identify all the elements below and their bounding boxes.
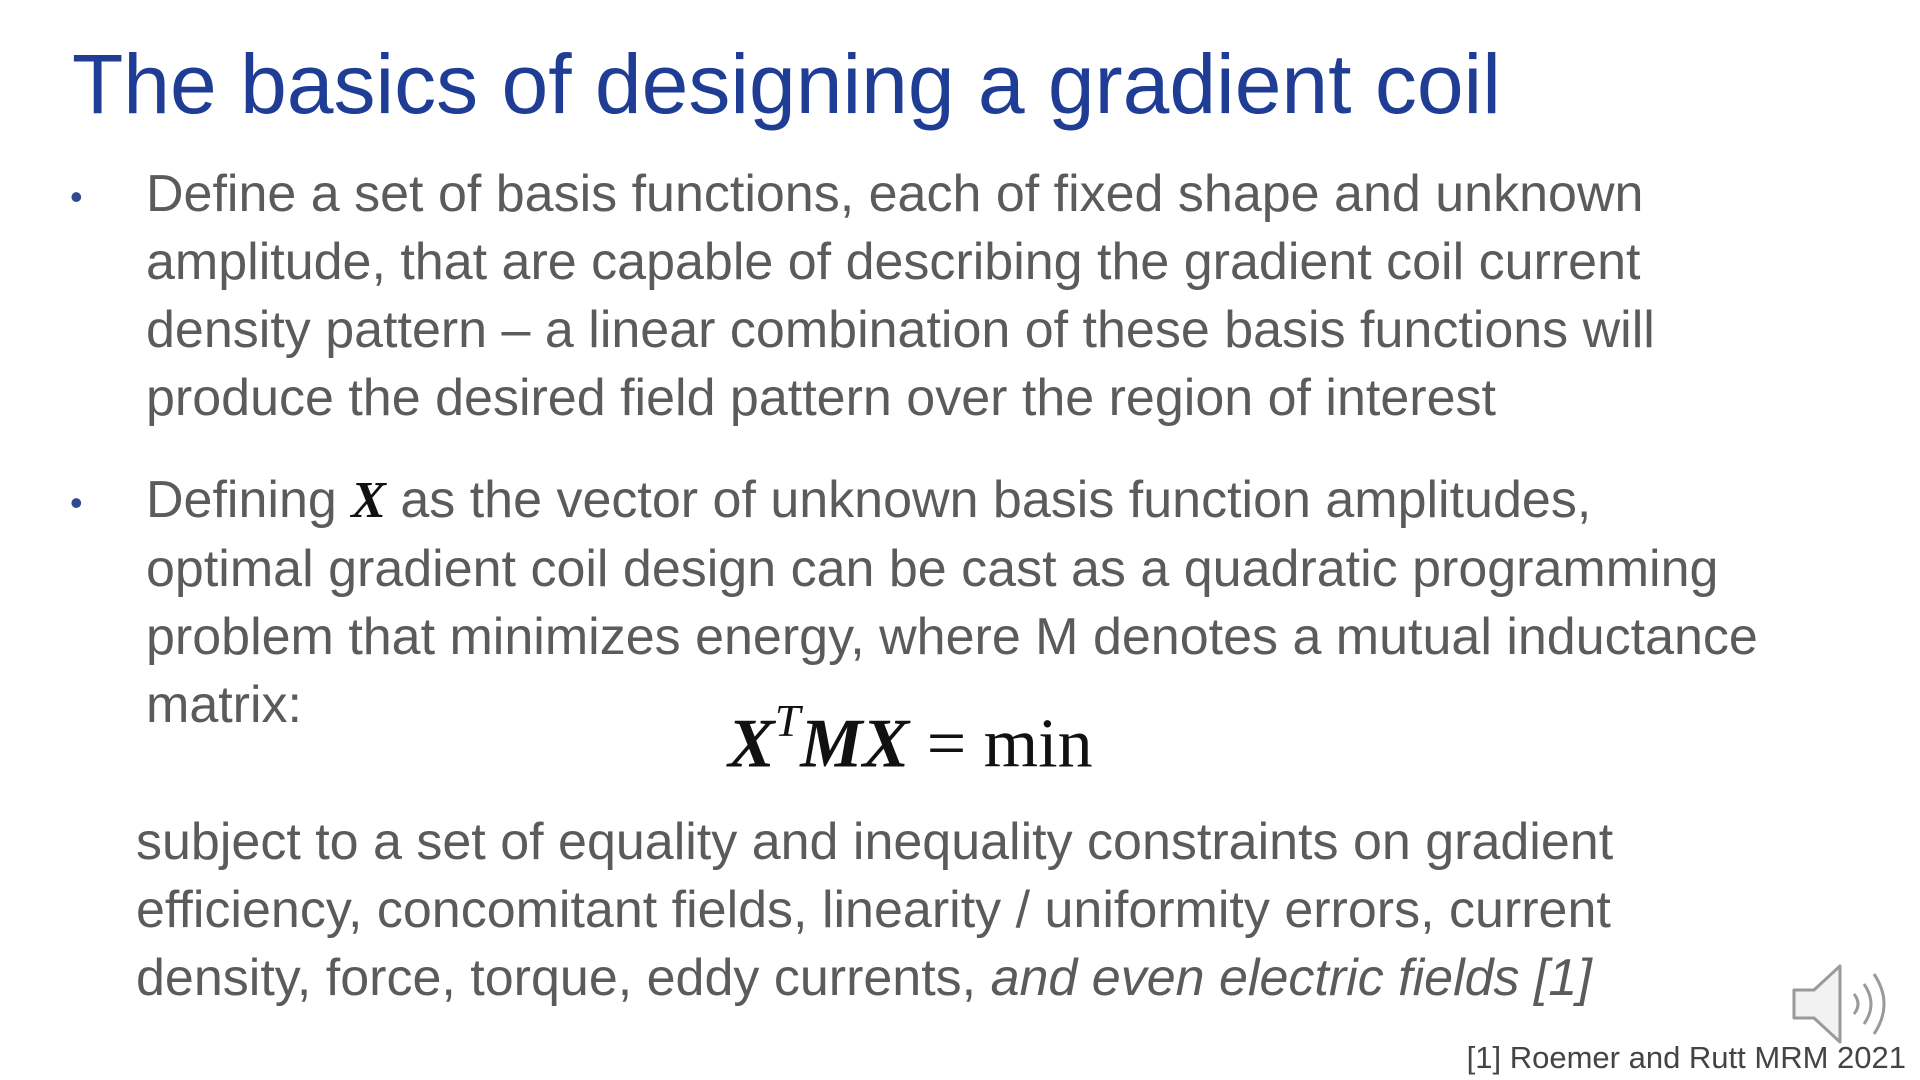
equation-operator: = [909, 705, 984, 783]
constraints-line-2: efficiency, concomitant fields, linearity / uniformity errors, current [136, 881, 1611, 939]
equation-transpose: T [774, 695, 801, 746]
constraints-line-3-italic: and even electric fields [1] [990, 949, 1592, 1007]
bullet-2-line-1-start: Defining [146, 471, 352, 529]
bullet-marker: • [70, 482, 83, 523]
constraints-text [136, 808, 1613, 1012]
bullet-1-line-2: amplitude, that are capable of describing the gradient coil current [146, 233, 1641, 291]
bullet-1-text [146, 160, 1916, 432]
bullet-1-line-1: Define a set of basis functions, each of fixed shape and unknown [146, 165, 1644, 223]
bullet-1-line-4: produce the desired field pattern over the region of interest [146, 369, 1496, 427]
equation-x: X [728, 705, 775, 783]
bullet-2-line-3: problem that minimizes energy, where M denotes a mutual inductance [146, 608, 1758, 666]
variable-x: X [351, 472, 386, 529]
bullet-2-line-1-end: as the vector of unknown basis function amplitudes, [385, 471, 1592, 529]
equation-rhs: min [983, 705, 1093, 783]
bullet-1-line-3: density pattern – a linear combination of these basis functions will [146, 301, 1655, 359]
reference-citation: [1] Roemer and Rutt MRM 2021 [1466, 1040, 1906, 1075]
bullet-2-line-1 [146, 466, 1916, 535]
bullet-2-line-4: matrix: [146, 676, 302, 734]
bullet-2-line-2: optimal gradient coil design can be cast as a quadratic programming [146, 540, 1719, 598]
constraints-line-3 [136, 944, 1613, 1012]
slide-title: The basics of designing a gradient coil [72, 37, 1501, 131]
constraints-line-3-plain: density, force, torque, eddy currents, [136, 949, 991, 1007]
constraints-line-1: subject to a set of equality and inequality constraints on gradient [136, 813, 1614, 871]
speaker-icon[interactable] [1788, 954, 1898, 1054]
equation-mx: MX [800, 705, 910, 783]
bullet-2-text [146, 466, 1916, 739]
bullet-marker: • [70, 176, 83, 217]
energy-equation [728, 695, 1093, 784]
